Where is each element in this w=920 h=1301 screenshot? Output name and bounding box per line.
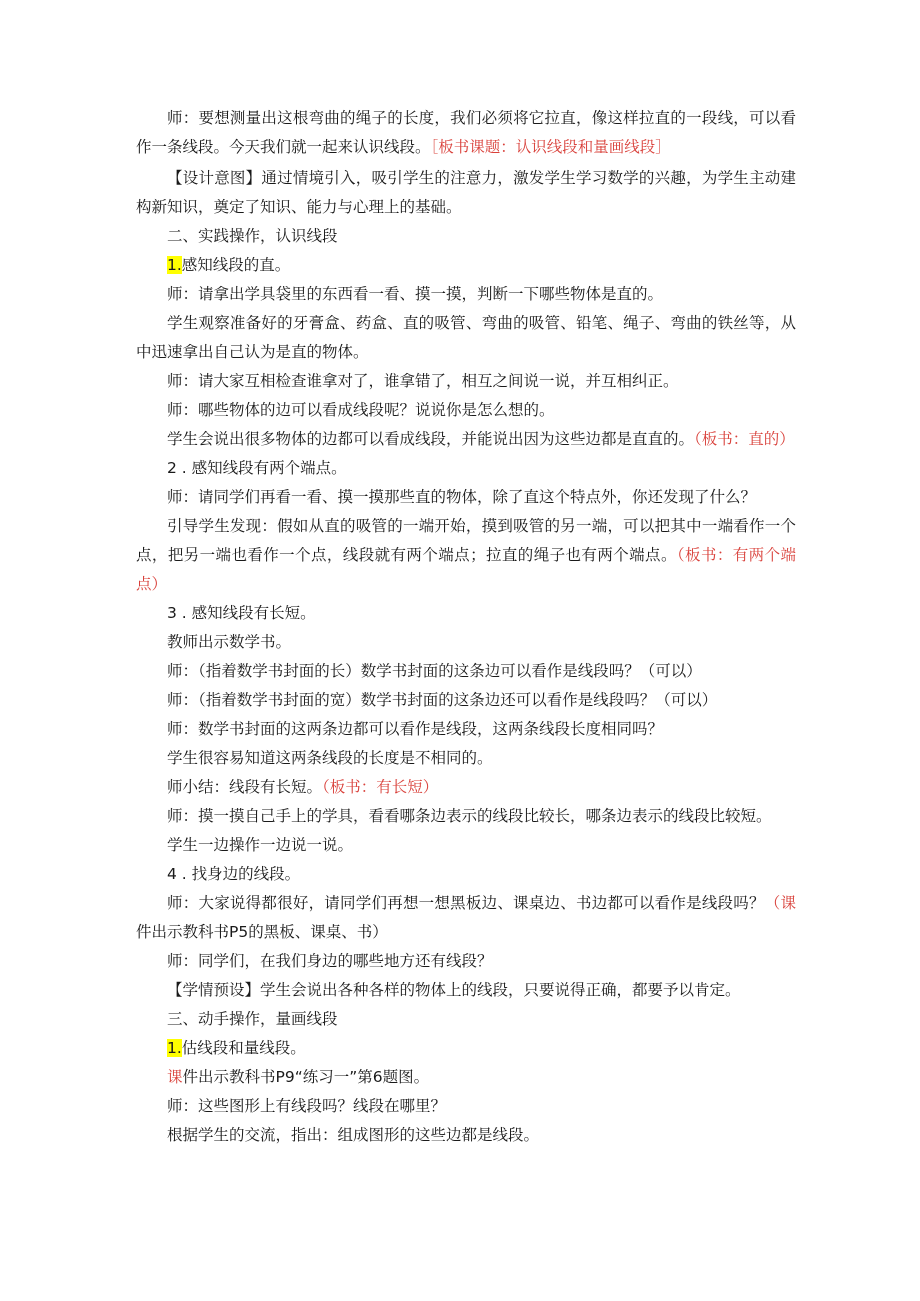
text-run: 3 . 感知线段有长短。 <box>167 604 316 622</box>
text-run: 引导学生发现：假如从直的吸管的一端开始，摸到吸管的另一端，可以把其中一端看作一个点，把另一端也看作一个点，线段就有两个端点；拉直的绳子也有两个端点。 <box>136 517 796 564</box>
text-run: 师：哪些物体的边可以看成线段呢？说说你是怎么想的。 <box>167 401 555 419</box>
paragraph <box>136 1005 796 1034</box>
text-run: 学生观察准备好的牙膏盒、药盒、直的吸管、弯曲的吸管、铅笔、绳子、弯曲的铁丝等，从中迅速拿出自己认为是直的物体。 <box>136 314 796 361</box>
board-note: （课 <box>764 894 796 912</box>
paragraph <box>136 367 796 396</box>
board-note: ［板书课题：认识线段和量画线段］ <box>430 138 671 156</box>
text-run: 师：请大家互相检查谁拿对了，谁拿错了，相互之间说一说，并互相纠正。 <box>167 372 679 390</box>
text-run: 【设计意图】通过情境引入，吸引学生的注意力，激发学生学习数学的兴趣，为学生主动建构新知识，奠定了知识、能力与心理上的基础。 <box>136 169 796 216</box>
paragraph <box>136 280 796 309</box>
paragraph <box>136 104 796 162</box>
paragraph <box>136 483 796 512</box>
highlighted-number: 1. <box>167 256 182 274</box>
text-run: 师：这些图形上有线段吗？线段在哪里？ <box>167 1097 447 1115</box>
paragraph <box>136 512 796 599</box>
text-run: 师：摸一摸自己手上的学具，看看哪条边表示的线段比较长，哪条边表示的线段比较短。 <box>167 807 772 825</box>
text-run: 【学情预设】学生会说出各种各样的物体上的线段，只要说得正确，都要予以肯定。 <box>167 981 741 999</box>
paragraph <box>136 251 796 280</box>
paragraph <box>136 657 796 686</box>
paragraph <box>136 802 796 831</box>
text-run: 件出示教科书P5的黑板、课桌、书） <box>136 923 388 941</box>
paragraph <box>136 1034 796 1063</box>
text-run: 师：数学书封面的这两条边都可以看作是线段，这两条线段长度相同吗？ <box>167 720 664 738</box>
paragraph <box>136 686 796 715</box>
paragraph <box>136 1092 796 1121</box>
text-run: 件出示教科书P9“练习一”第6题图。 <box>182 1068 430 1086</box>
text-run: 师：（指着数学书封面的长）数学书封面的这条边可以看作是线段吗？（可以） <box>167 662 702 680</box>
text-run: 根据学生的交流，指出：组成图形的这些边都是线段。 <box>167 1126 540 1144</box>
paragraph <box>136 976 796 1005</box>
text-run: 师：请同学们再看一看、摸一摸那些直的物体，除了直这个特点外，你还发现了什么？ <box>167 488 757 506</box>
paragraph <box>136 599 796 628</box>
text-run: 2 . 感知线段有两个端点。 <box>167 459 347 477</box>
paragraph <box>136 715 796 744</box>
board-note: 课 <box>167 1068 183 1086</box>
text-run: 三、动手操作，量画线段 <box>167 1010 338 1028</box>
board-note: （板书：有长短） <box>322 778 439 796</box>
text-run: 师：要想测量出这根弯曲的绳子的长度，我们必须将它拉直，像这样拉直的一段线，可以看作一条线段。今天我们就一起来认识线段。 <box>136 109 796 156</box>
paragraph <box>136 425 796 454</box>
board-note: （板书：直的） <box>694 430 795 448</box>
text-run: 学生会说出很多物体的边都可以看成线段，并能说出因为这些边都是直直的。 <box>167 430 695 448</box>
text-run: 学生很容易知道这两条线段的长度是不相同的。 <box>167 749 493 767</box>
text-run: 师：请拿出学具袋里的东西看一看、摸一摸，判断一下哪些物体是直的。 <box>167 285 664 303</box>
board-note: （板书：有两个端点） <box>136 546 796 593</box>
text-run: 师：（指着数学书封面的宽）数学书封面的这条边还可以看作是线段吗？（可以） <box>167 691 718 709</box>
paragraph <box>136 164 796 222</box>
text-run: 二、实践操作，认识线段 <box>167 227 338 245</box>
paragraph <box>136 1063 796 1092</box>
paragraph <box>136 309 796 367</box>
text-run: 师：大家说得都很好，请同学们再想一想黑板边、课桌边、书边都可以看作是线段吗？ <box>167 894 765 912</box>
text-run: 师：同学们，在我们身边的哪些地方还有线段？ <box>167 952 493 970</box>
text-run: 4 . 找身边的线段。 <box>167 865 301 883</box>
paragraph <box>136 1121 796 1150</box>
paragraph <box>136 454 796 483</box>
highlighted-number: 1. <box>167 1039 182 1057</box>
paragraph <box>136 222 796 251</box>
paragraph <box>136 744 796 773</box>
text-run: 学生一边操作一边说一说。 <box>167 836 354 854</box>
paragraph <box>136 628 796 657</box>
paragraph <box>136 860 796 889</box>
text-run: 估线段和量线段。 <box>181 1039 306 1057</box>
text-run: 感知线段的直。 <box>181 256 291 274</box>
paragraph <box>136 947 796 976</box>
paragraph <box>136 773 796 802</box>
document-page <box>136 104 796 1150</box>
text-run: 师小结：线段有长短。 <box>167 778 323 796</box>
paragraph <box>136 831 796 860</box>
paragraph <box>136 396 796 425</box>
paragraph <box>136 889 796 947</box>
text-run: 教师出示数学书。 <box>167 633 292 651</box>
